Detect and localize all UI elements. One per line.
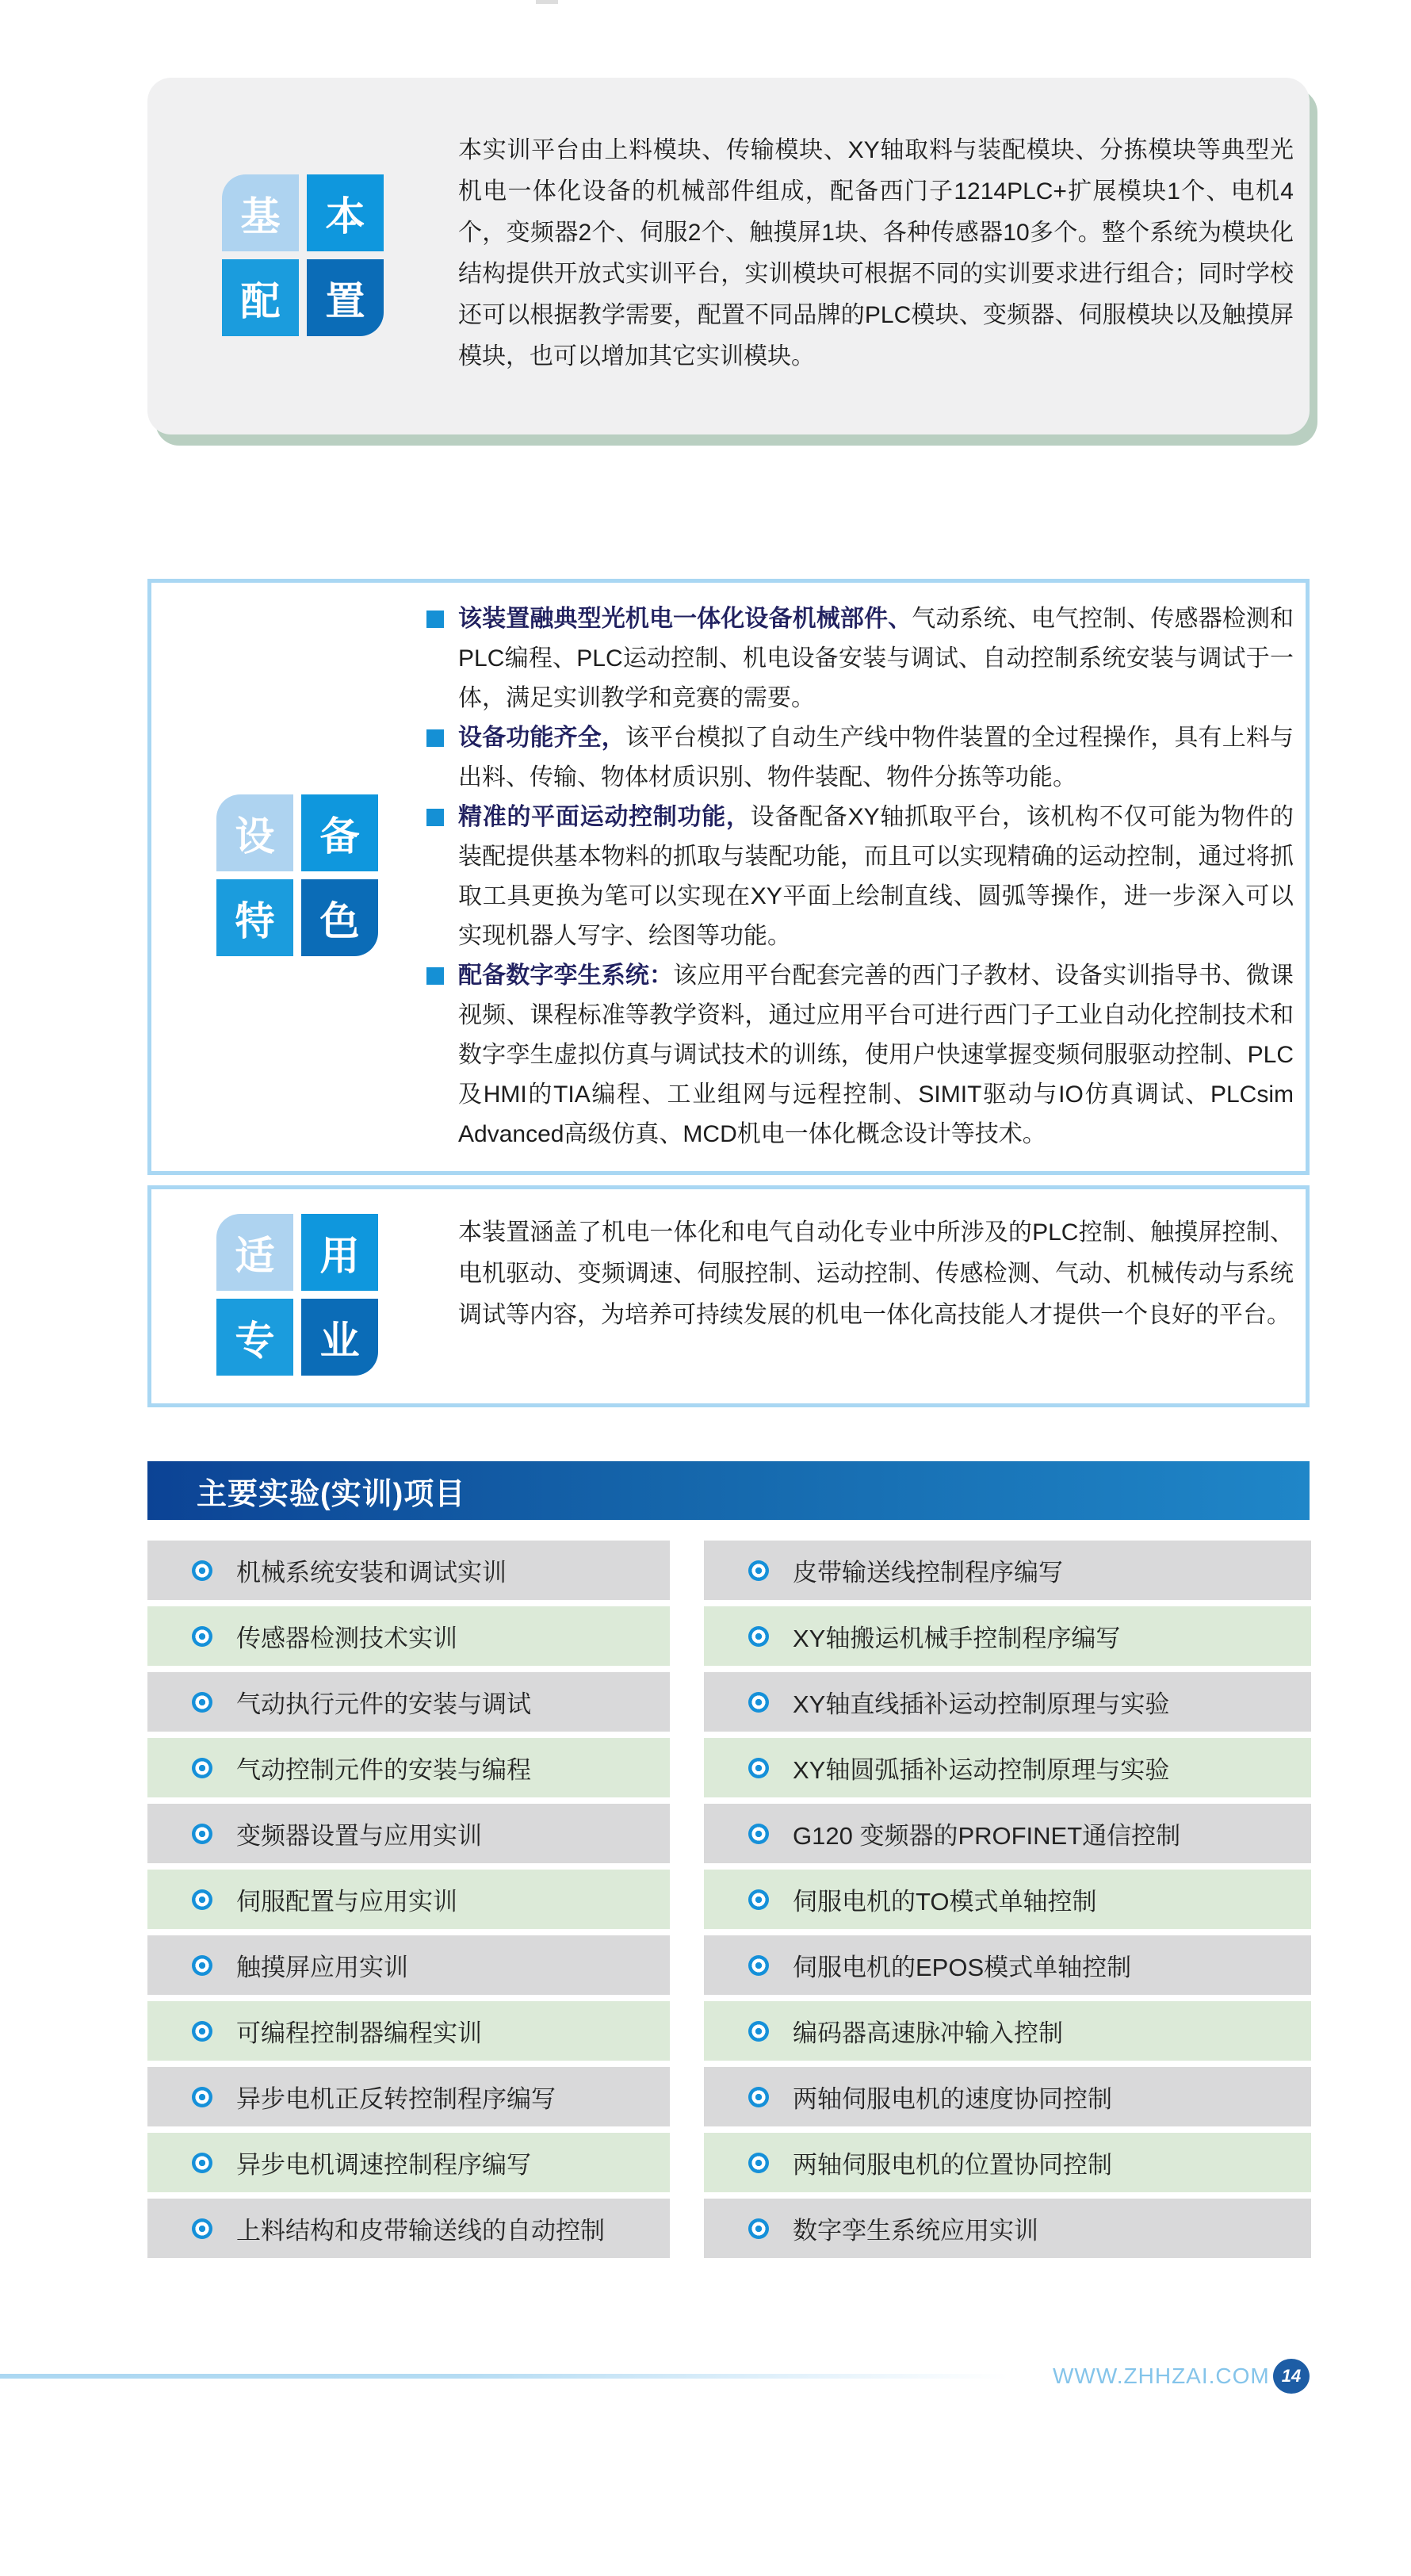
project-row-label: 传感器检测技术实训 (236, 1625, 457, 1652)
bullet-target-icon (192, 2021, 212, 2042)
bullet-target-icon (192, 1955, 212, 1976)
project-row (704, 1935, 1311, 1995)
bullet-target-icon (192, 1824, 212, 1844)
feature-item (426, 798, 1294, 956)
project-row-label: XY轴圆弧插补运动控制原理与实验 (793, 1756, 1170, 1784)
bullet-target-icon (748, 1955, 769, 1976)
projects-column-right (704, 1541, 1311, 2264)
basic-config-paragraph: 本实训平台由上料模块、传输模块、XY轴取料与装配模块、分拣模块等典型光机电一体化设备的机械部件组成，配备西门子1214PLC+扩展模块1个、电机4个，变频器2个、伺服2个、触摸屏1块、各种传感器10多个。整个系统为模块化结构提供开放式实训平台，实训模块可根据不同的实训要求进行组合；同时学校还可以根据教学需要，配置不同品牌的PLC模块、变频器、伺服模块以及触摸屏模块，也可以增加其它实训模块。 (458, 137, 1294, 369)
bullet-target-icon (748, 2021, 769, 2042)
projects-header-bar (147, 1461, 1310, 1520)
bullet-target-icon (748, 2153, 769, 2173)
bullet-target-icon (192, 1889, 212, 1910)
project-row (704, 2067, 1311, 2126)
bullet-target-icon (748, 2087, 769, 2107)
project-row-label: 异步电机正反转控制程序编写 (236, 2085, 556, 2113)
project-row (147, 1606, 670, 1666)
project-row-label: 皮带输送线控制程序编写 (793, 1559, 1063, 1587)
feature-item-lead: 该装置融典型光机电一体化设备机械部件、 (458, 606, 912, 632)
project-row-label: 变频器设置与应用实训 (236, 1822, 482, 1850)
tile-char: 备 (301, 794, 378, 871)
project-row (704, 1541, 1311, 1600)
feature-item-lead: 设备功能齐全， (458, 725, 625, 751)
tile-char: 色 (301, 879, 378, 956)
project-row (147, 1804, 670, 1863)
footer-page-number: 14 (1273, 2359, 1310, 2394)
project-row-label: 数字孪生系统应用实训 (793, 2217, 1038, 2245)
feature-item (426, 956, 1294, 1154)
project-row-label: 气动执行元件的安装与调试 (236, 1690, 531, 1718)
tile-char: 置 (307, 259, 384, 336)
bullet-target-icon (748, 1889, 769, 1910)
project-row (147, 1935, 670, 1995)
features-card (147, 579, 1310, 1175)
tile-char: 用 (301, 1214, 378, 1291)
top-edge-artifact (536, 0, 558, 4)
feature-item-body: 设备配备XY轴抓取平台，该机构不仅可能为物件的装配提供基本物料的抓取与装配功能，而且可以实现精确的运动控制，通过将抓取工具更换为笔可以实现在XY平面上绘制直线、圆弧等操作，进一步深入可以实现机器人写字、绘图等功能。 (458, 804, 1294, 949)
project-row-label: 触摸屏应用实训 (236, 1954, 408, 1981)
project-row-label: 编码器高速脉冲输入控制 (793, 2019, 1063, 2047)
project-row (704, 1804, 1311, 1863)
majors-paragraph: 本装置涵盖了机电一体化和电气自动化专业中所涉及的PLC控制、触摸屏控制、电机驱动、变频调速、伺服控制、运动控制、传感检测、气动、机械传动与系统调试等内容，为培养可持续发展的机电一体化高技能人才提供一个良好的平台。 (458, 1219, 1294, 1328)
project-row (147, 2133, 670, 2192)
project-row (704, 1738, 1311, 1797)
feature-item-lead: 配备数字孪生系统： (458, 963, 674, 989)
tile-char: 配 (222, 259, 299, 336)
majors-tiles (216, 1214, 378, 1376)
project-row-label: 气动控制元件的安装与编程 (236, 1756, 531, 1784)
project-row-label: 上料结构和皮带输送线的自动控制 (236, 2217, 605, 2245)
bullet-target-icon (192, 2087, 212, 2107)
bullet-target-icon (192, 1626, 212, 1647)
feature-item-body: 该平台模拟了自动生产线中物件装置的全过程操作，具有上料与出料、传输、物体材质识别、物件装配、物件分拣等功能。 (458, 725, 1294, 790)
bullet-target-icon (748, 1560, 769, 1581)
feature-item (426, 599, 1294, 718)
project-row-label: G120 变频器的PROFINET通信控制 (793, 1822, 1181, 1850)
project-row-label: 伺服配置与应用实训 (236, 1888, 457, 1916)
project-row (147, 2067, 670, 2126)
project-row (147, 1541, 670, 1600)
project-row (147, 2199, 670, 2258)
project-row-label: XY轴直线插补运动控制原理与实验 (793, 1690, 1170, 1718)
footer-website: WWW.ZHHZAI.COM (1053, 2364, 1270, 2388)
majors-card (147, 1185, 1310, 1407)
footer-divider-line (0, 2374, 1019, 2379)
bullet-target-icon (748, 1626, 769, 1647)
tile-char: 特 (216, 879, 293, 956)
features-list (426, 599, 1294, 1154)
bullet-target-icon (192, 1692, 212, 1713)
project-row-label: 机械系统安装和调试实训 (236, 1559, 507, 1587)
project-row-label: XY轴搬运机械手控制程序编写 (793, 1625, 1121, 1652)
bullet-target-icon (192, 2153, 212, 2173)
feature-item-body: 该应用平台配套完善的西门子教材、设备实训指导书、微课视频、课程标准等教学资料，通过应用平台可进行西门子工业自动化控制技术和数字孪生虚拟仿真与调试技术的训练，使用户快速掌握变频伺服驱动控制、PLC及HMI的TIA编程、工业组网与远程控制、SIMIT驱动与IO仿真调试、PLCsim Advanced高级仿真、MCD机电一体化概念设计等技术。 (458, 963, 1294, 1147)
feature-item (426, 718, 1294, 798)
project-row (147, 1738, 670, 1797)
projects-header-title: 主要实验(实训)项目 (197, 1477, 466, 1511)
project-row-label: 两轴伺服电机的位置协同控制 (793, 2151, 1112, 2179)
project-row (147, 1672, 670, 1732)
project-row-label: 伺服电机的EPOS模式单轴控制 (793, 1954, 1132, 1981)
tile-char: 设 (216, 794, 293, 871)
project-row (704, 1606, 1311, 1666)
project-row-label: 可编程控制器编程实训 (236, 2019, 482, 2047)
tile-char: 适 (216, 1214, 293, 1291)
tile-char: 业 (301, 1299, 378, 1376)
bullet-target-icon (748, 2218, 769, 2239)
feature-item-lead: 精准的平面运动控制功能， (458, 804, 751, 830)
project-row (704, 2199, 1311, 2258)
project-row (704, 1672, 1311, 1732)
basic-config-card (147, 78, 1310, 434)
bullet-target-icon (748, 1758, 769, 1778)
project-row (704, 1870, 1311, 1929)
features-tiles (216, 794, 378, 956)
bullet-target-icon (748, 1824, 769, 1844)
project-row (147, 1870, 670, 1929)
bullet-target-icon (192, 1560, 212, 1581)
basic-config-tiles (222, 174, 384, 336)
tile-char: 专 (216, 1299, 293, 1376)
project-row (147, 2001, 670, 2061)
tile-char: 基 (222, 174, 299, 251)
project-row (704, 2001, 1311, 2061)
projects-column-left (147, 1541, 670, 2264)
bullet-target-icon (192, 2218, 212, 2239)
project-row (704, 2133, 1311, 2192)
bullet-target-icon (192, 1758, 212, 1778)
project-row-label: 异步电机调速控制程序编写 (236, 2151, 531, 2179)
bullet-target-icon (748, 1692, 769, 1713)
tile-char: 本 (307, 174, 384, 251)
feature-item-body: 气动系统、电气控制、传感器检测和PLC编程、PLC运动控制、机电设备安装与调试、自动控制系统安装与调试于一体，满足实训教学和竞赛的需要。 (458, 606, 1294, 711)
project-row-label: 伺服电机的TO模式单轴控制 (793, 1888, 1097, 1916)
project-row-label: 两轴伺服电机的速度协同控制 (793, 2085, 1112, 2113)
